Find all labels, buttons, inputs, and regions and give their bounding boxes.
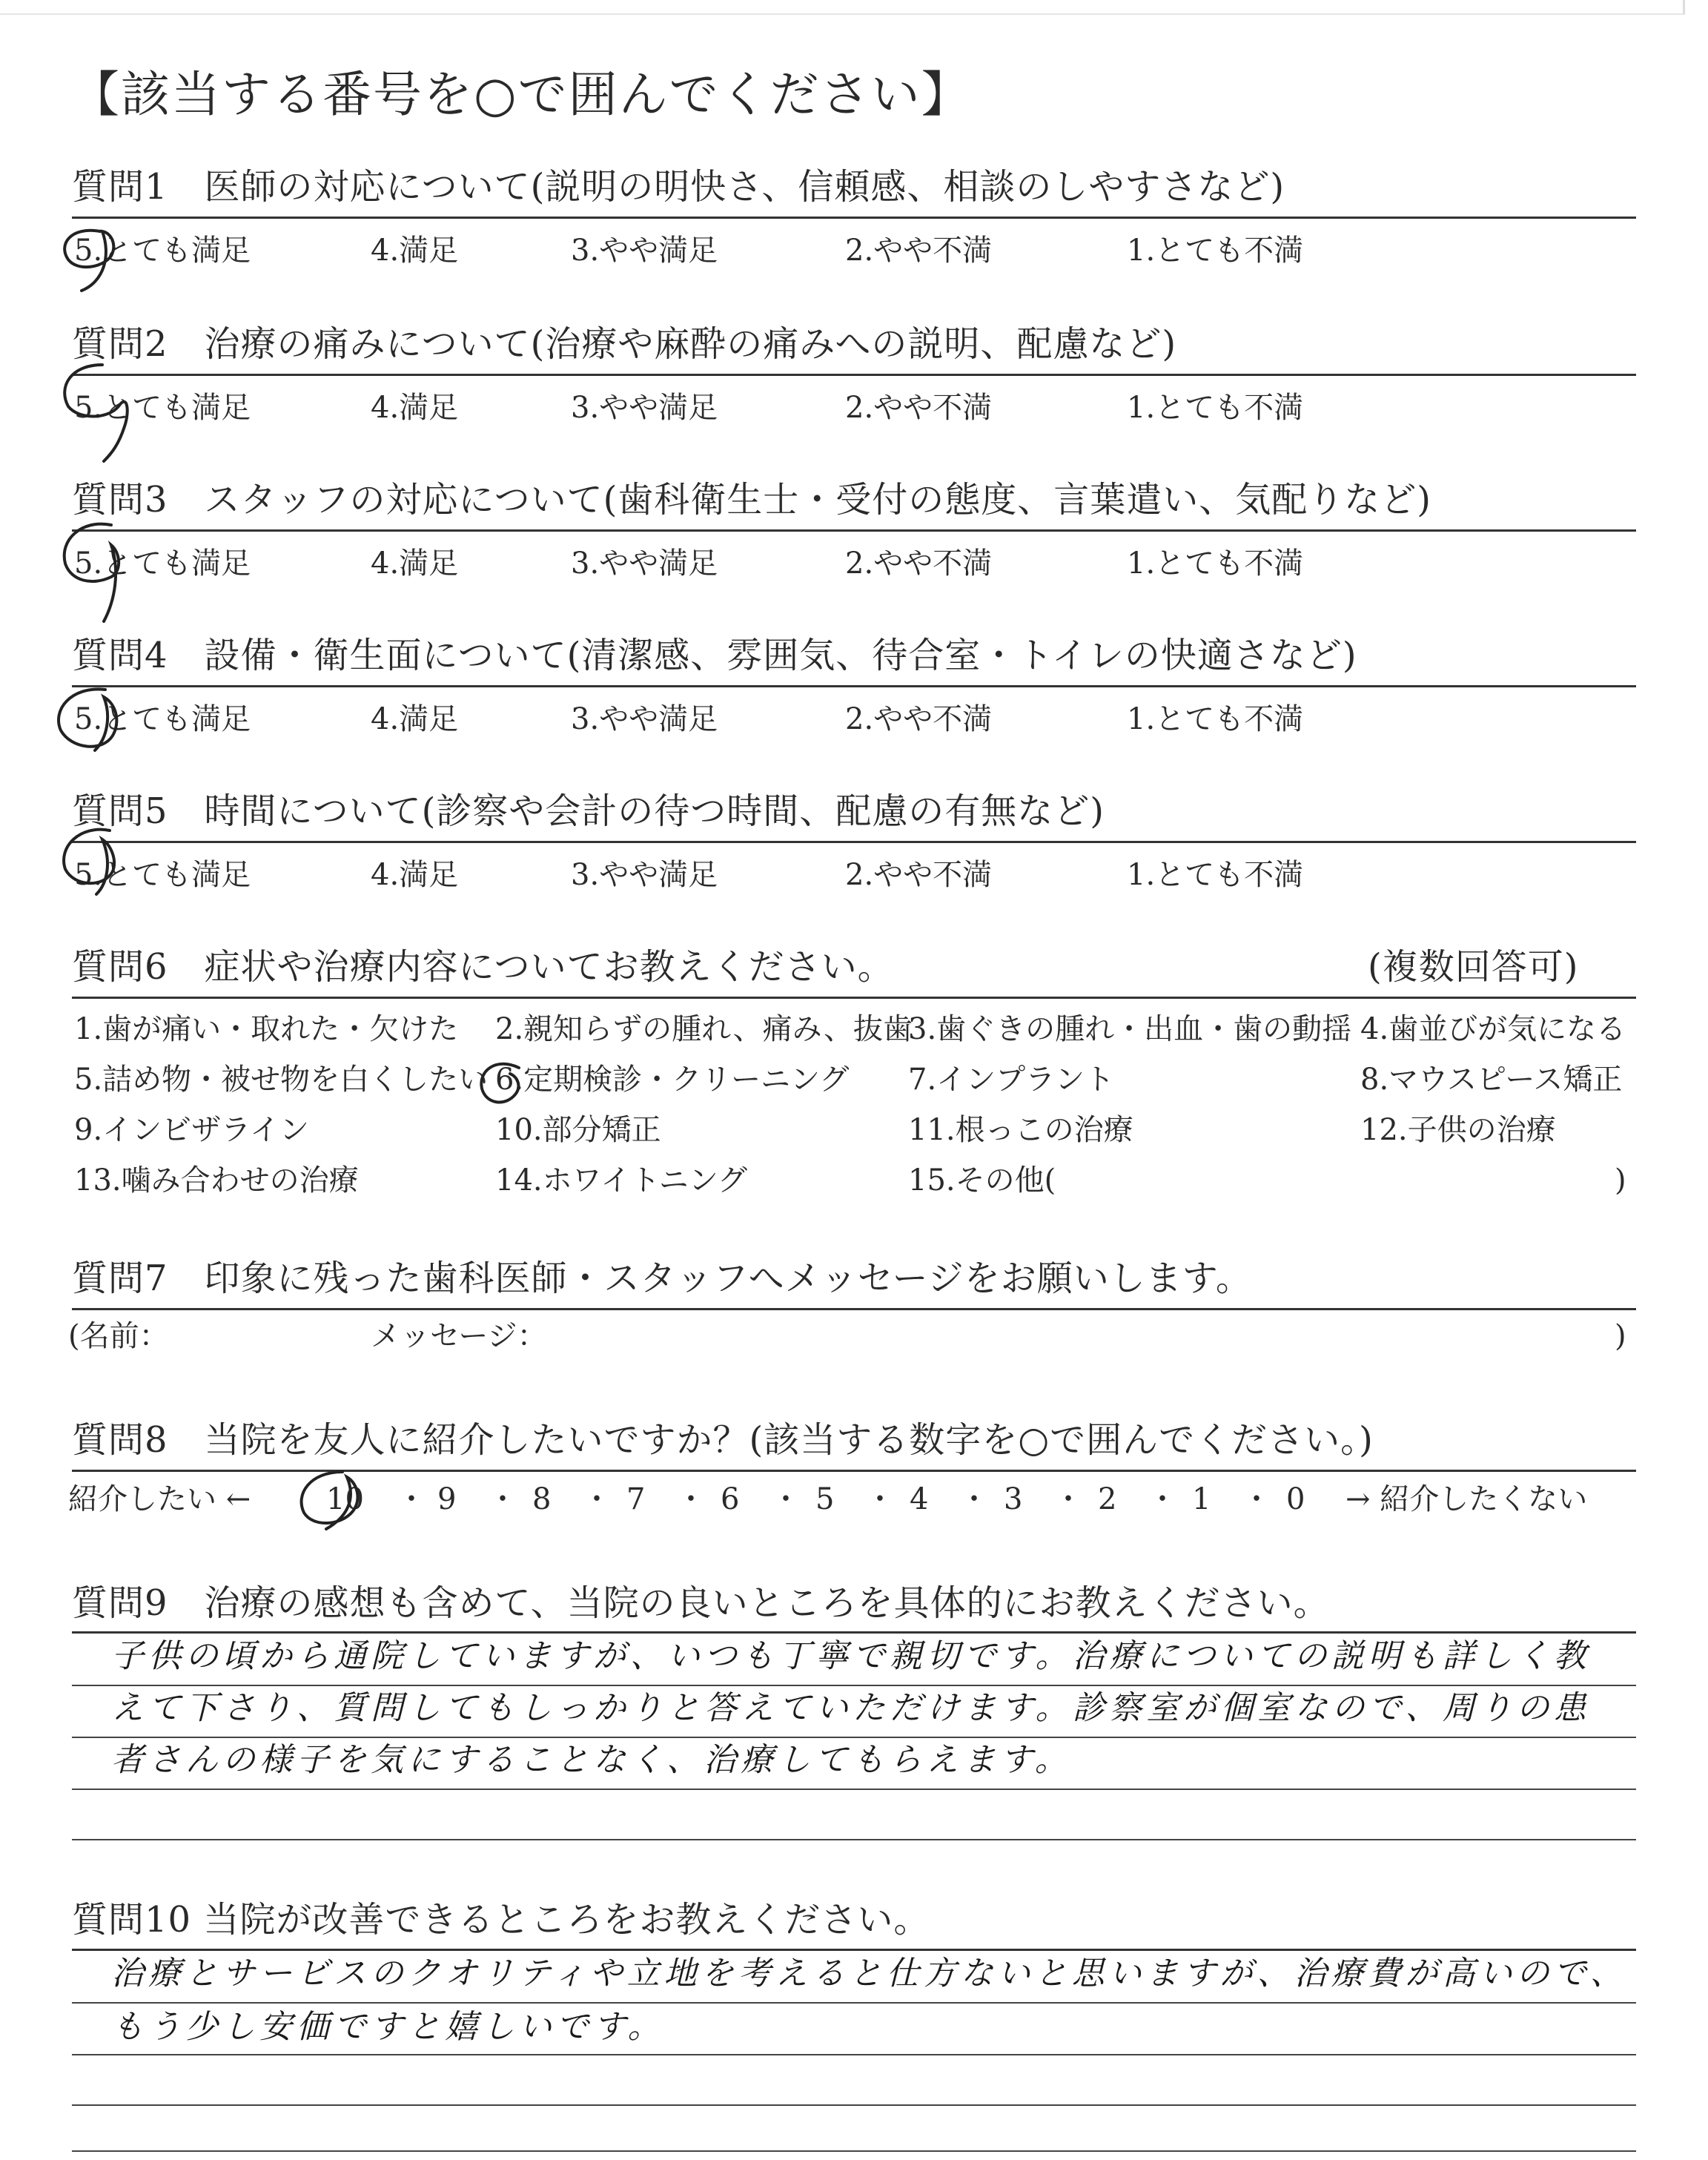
score-5[interactable]: 5 xyxy=(815,1482,835,1516)
question-title: 質問10 当院が改善できるところをお教えください。 xyxy=(72,1899,930,1941)
message-close-paren: ) xyxy=(1615,1319,1626,1353)
q6-option-6[interactable]: 6.定期検診・クリーニング xyxy=(495,1063,850,1097)
divider xyxy=(72,841,1636,843)
answer-line xyxy=(72,1789,1636,1790)
option-2[interactable]: 2.やや不満 xyxy=(845,234,993,268)
q6-option-12[interactable]: 12.子供の治療 xyxy=(1360,1113,1556,1147)
separator: ・ xyxy=(582,1482,612,1516)
separator: ・ xyxy=(1053,1482,1083,1516)
option-5[interactable]: 5.とても満足 xyxy=(74,702,251,736)
separator: ・ xyxy=(488,1482,517,1516)
q6-option-2[interactable]: 2.親知らずの腫れ、痛み、抜歯 xyxy=(495,1012,913,1046)
answer-line xyxy=(72,2002,1636,2004)
handwritten-answer-line: 治療とサービスのクオリティや立地を考えると仕方ないと思いますが、治療費が高いので、 xyxy=(111,1955,1627,1992)
message-field[interactable]: メッセージ： xyxy=(371,1319,547,1353)
divider xyxy=(72,529,1636,532)
separator: ・ xyxy=(959,1482,989,1516)
separator: ・ xyxy=(676,1482,706,1516)
other-close-paren: ) xyxy=(1615,1163,1626,1198)
divider xyxy=(72,1308,1636,1310)
option-2[interactable]: 2.やや不満 xyxy=(845,702,993,736)
recommend-right-label: → 紹介したくない xyxy=(1345,1482,1588,1516)
divider xyxy=(72,217,1636,219)
question-title: 質問7 印象に残った歯科医師・スタッフへメッセージをお願いします。 xyxy=(72,1258,1252,1299)
option-2[interactable]: 2.やや不満 xyxy=(845,391,993,425)
name-field[interactable]: (名前： xyxy=(68,1319,169,1353)
q6-option-14[interactable]: 14.ホワイトニング xyxy=(495,1163,748,1198)
option-3[interactable]: 3.やや満足 xyxy=(571,546,718,581)
option-3[interactable]: 3.やや満足 xyxy=(571,391,718,425)
option-4[interactable]: 4.満足 xyxy=(371,702,459,736)
option-1[interactable]: 1.とても不満 xyxy=(1127,702,1304,736)
answer-line xyxy=(72,1685,1636,1686)
multiple-answers-note: (複数回答可) xyxy=(1368,946,1579,988)
handwritten-answer-line: 者さんの様子を気にすることなく、治療してもらえます。 xyxy=(111,1741,1072,1779)
option-1[interactable]: 1.とても不満 xyxy=(1127,391,1304,425)
score-3[interactable]: 3 xyxy=(1004,1482,1023,1516)
option-2[interactable]: 2.やや不満 xyxy=(845,546,993,581)
form-header: 【該当する番号を○で囲んでください】 xyxy=(70,66,972,123)
score-0[interactable]: 0 xyxy=(1286,1482,1305,1516)
question-title: 質問2 治療の痛みについて(治療や麻酔の痛みへの説明、配慮など) xyxy=(72,323,1177,365)
question-title: 質問6 症状や治療内容についてお教えください。 xyxy=(72,946,894,988)
q6-option-10[interactable]: 10.部分矯正 xyxy=(495,1113,661,1147)
option-3[interactable]: 3.やや満足 xyxy=(571,234,718,268)
divider xyxy=(72,374,1636,376)
q6-option-4[interactable]: 4.歯並びが気になる xyxy=(1360,1012,1626,1046)
score-2[interactable]: 2 xyxy=(1098,1482,1117,1516)
separator: ・ xyxy=(1148,1482,1177,1516)
q6-option-7[interactable]: 7.インプラント xyxy=(908,1063,1115,1097)
score-10[interactable]: 10 xyxy=(326,1482,364,1516)
handwritten-answer-line: えて下さり、質問してもしっかりと答えていただけます。診察室が個室なので、周りの患 xyxy=(111,1689,1591,1727)
divider xyxy=(72,685,1636,687)
option-4[interactable]: 4.満足 xyxy=(371,234,459,268)
q6-option-15[interactable]: 15.その他( xyxy=(908,1163,1056,1198)
divider xyxy=(72,1631,1636,1634)
option-5[interactable]: 5.とても満足 xyxy=(74,546,251,581)
score-1[interactable]: 1 xyxy=(1192,1482,1211,1516)
option-4[interactable]: 4.満足 xyxy=(371,391,459,425)
score-6[interactable]: 6 xyxy=(721,1482,740,1516)
answer-line xyxy=(72,2054,1636,2055)
option-5[interactable]: 5.とても満足 xyxy=(74,234,251,268)
divider xyxy=(72,997,1636,999)
scan-edge xyxy=(0,0,1685,15)
q6-option-3[interactable]: 3.歯ぐきの腫れ・出血・歯の動揺 xyxy=(908,1012,1352,1046)
score-4[interactable]: 4 xyxy=(910,1482,929,1516)
score-7[interactable]: 7 xyxy=(626,1482,646,1516)
option-4[interactable]: 4.満足 xyxy=(371,858,459,892)
q6-option-13[interactable]: 13.噛み合わせの治療 xyxy=(74,1163,359,1198)
separator: ・ xyxy=(865,1482,895,1516)
question-title: 質問9 治療の感想も含めて、当院の良いところを具体的にお教えください。 xyxy=(72,1582,1330,1624)
q6-option-5[interactable]: 5.詰め物・被せ物を白くしたい xyxy=(74,1063,489,1097)
question-title: 質問5 時間について(診察や会計の待つ時間、配慮の有無など) xyxy=(72,790,1105,832)
q6-option-9[interactable]: 9.インビザライン xyxy=(74,1113,309,1147)
score-8[interactable]: 8 xyxy=(532,1482,552,1516)
question-title: 質問8 当院を友人に紹介したいですか？(該当する数字を○で囲んでください。) xyxy=(72,1419,1374,1461)
question-title: 質問3 スタッフの対応について(歯科衛生士・受付の態度、言葉遣い、気配りなど) xyxy=(72,479,1432,521)
option-2[interactable]: 2.やや不満 xyxy=(845,858,993,892)
question-title: 質問1 医師の対応について(説明の明快さ、信頼感、相談のしやすさなど) xyxy=(72,166,1285,208)
answer-line xyxy=(72,1839,1636,1840)
separator: ・ xyxy=(771,1482,801,1516)
question-title: 質問4 設備・衛生面について(清潔感、雰囲気、待合室・トイレの快適さなど) xyxy=(72,635,1357,676)
q6-option-8[interactable]: 8.マウスピース矯正 xyxy=(1360,1063,1623,1097)
divider xyxy=(72,1949,1636,1951)
answer-line xyxy=(72,1737,1636,1738)
handwritten-answer-line: 子供の頃から通院していますが、いつも丁寧で親切です。治療についての説明も詳しく教 xyxy=(111,1637,1591,1675)
answer-line xyxy=(72,2104,1636,2106)
separator: ・ xyxy=(1242,1482,1271,1516)
divider xyxy=(72,1470,1636,1472)
q6-option-11[interactable]: 11.根っこの治療 xyxy=(908,1113,1133,1147)
option-1[interactable]: 1.とても不満 xyxy=(1127,234,1304,268)
recommend-left-label: 紹介したい ← xyxy=(68,1482,251,1516)
option-1[interactable]: 1.とても不満 xyxy=(1127,546,1304,581)
separator: ・ xyxy=(397,1482,426,1516)
option-3[interactable]: 3.やや満足 xyxy=(571,702,718,736)
handwritten-answer-line: もう少し安価ですと嬉しいです。 xyxy=(111,2008,665,2046)
option-5[interactable]: 5.とても満足 xyxy=(74,391,251,425)
option-1[interactable]: 1.とても不満 xyxy=(1127,858,1304,892)
option-3[interactable]: 3.やや満足 xyxy=(571,858,718,892)
option-4[interactable]: 4.満足 xyxy=(371,546,459,581)
answer-line xyxy=(72,2150,1636,2152)
q6-option-1[interactable]: 1.歯が痛い・取れた・欠けた xyxy=(74,1012,459,1046)
option-5[interactable]: 5.とても満足 xyxy=(74,858,251,892)
score-9[interactable]: 9 xyxy=(437,1482,457,1516)
